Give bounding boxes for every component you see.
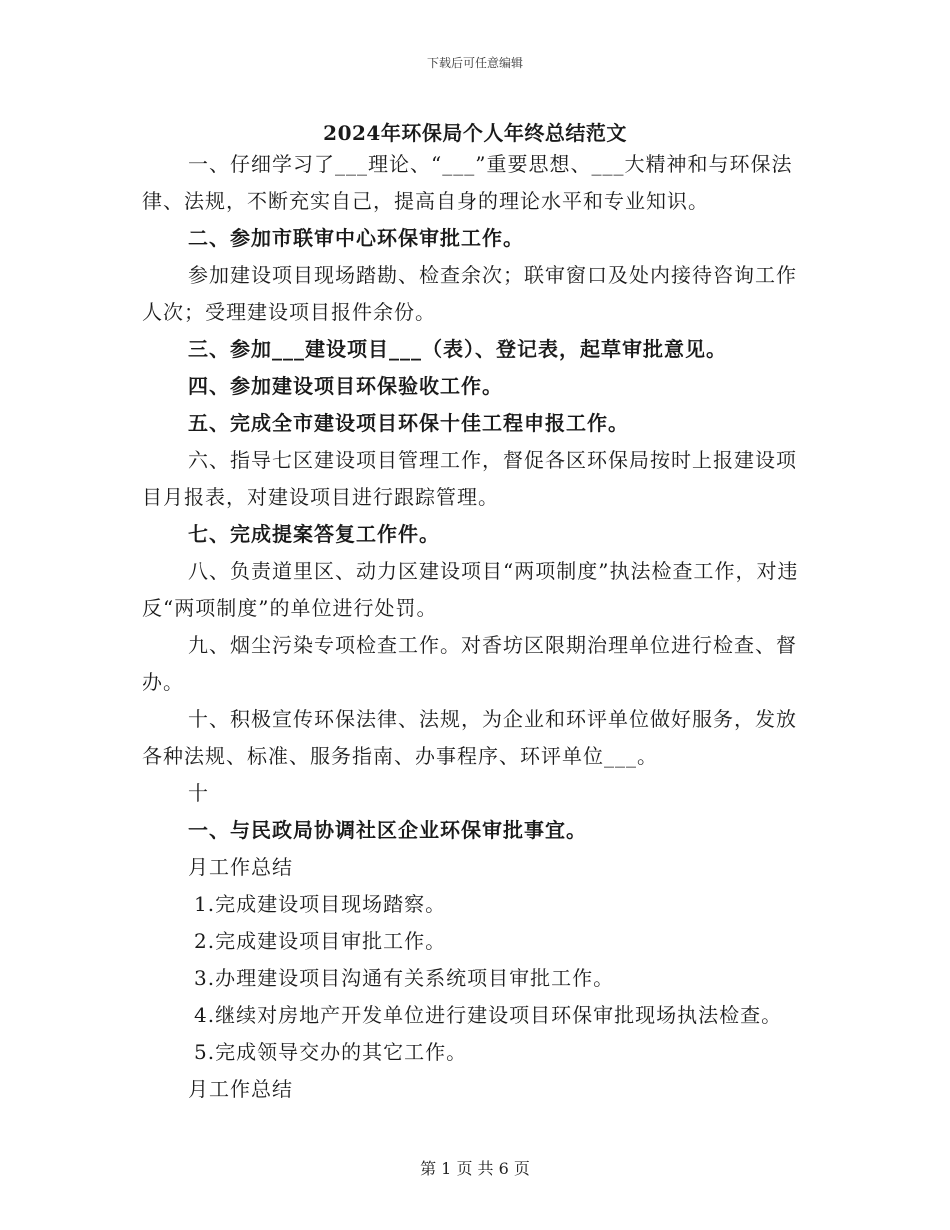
- header-note: 下载后可任意编辑: [426, 56, 523, 70]
- closing-line: 月工作总结: [188, 1077, 293, 1101]
- paragraph-10: 九、烟尘污染专项检查工作。对香坊区限期治理单位进行检查、督办。: [142, 633, 797, 694]
- list-item-4: 4.继续对房地产开发单位进行建设项目环保审批现场执法检查。: [194, 1003, 783, 1027]
- list-item-3: 3.办理建设项目沟通有关系统项目审批工作。: [194, 966, 615, 990]
- paragraph-14: 月工作总结: [188, 855, 293, 879]
- paragraph-7: 六、指导七区建设项目管理工作，督促各区环保局按时上报建设项目月报表，对建设项目进行跟踪管理。: [142, 448, 797, 509]
- document-title: 2024年环保局个人年终总结范文: [323, 121, 627, 145]
- paragraph-1: 一、仔细学习了___理论、“___”重要思想、___大精神和与环保法律、法规，不断充实自己，提高自身的理论水平和专业知识。: [142, 152, 793, 213]
- list-item-2: 2.完成建设项目审批工作。: [194, 929, 447, 953]
- document-body: [142, 146, 810, 1108]
- paragraph-4: 三、参加___建设项目___（表）、登记表，起草审批意见。: [188, 337, 727, 361]
- paragraph-12: 十: [188, 781, 209, 805]
- paragraph-9: 八、负责道里区、动力区建设项目“两项制度”执法检查工作，对违反“两项制度”的单位进行处罚。: [142, 559, 799, 620]
- paragraph-6: 五、完成全市建设项目环保十佳工程申报工作。: [188, 411, 629, 435]
- paragraph-2: 二、参加市联审中心环保审批工作。: [188, 226, 524, 250]
- paragraph-5: 四、参加建设项目环保验收工作。: [188, 374, 503, 398]
- paragraph-11: 十、积极宣传环保法律、法规，为企业和环评单位做好服务，发放各种法规、标准、服务指南、办事程序、环评单位___。: [142, 707, 797, 768]
- list-item-1: 1.完成建设项目现场踏察。: [194, 892, 447, 916]
- paragraph-13: 一、与民政局协调社区企业环保审批事宜。: [188, 818, 587, 842]
- paragraph-3: 参加建设项目现场踏勘、检查余次；联审窗口及处内接待咨询工作人次；受理建设项目报件余份。: [142, 263, 797, 324]
- page-indicator: 第 1 页 共 6 页: [420, 1159, 530, 1178]
- paragraph-8: 七、完成提案答复工作件。: [188, 522, 440, 546]
- list-item-5: 5.完成领导交办的其它工作。: [194, 1040, 468, 1064]
